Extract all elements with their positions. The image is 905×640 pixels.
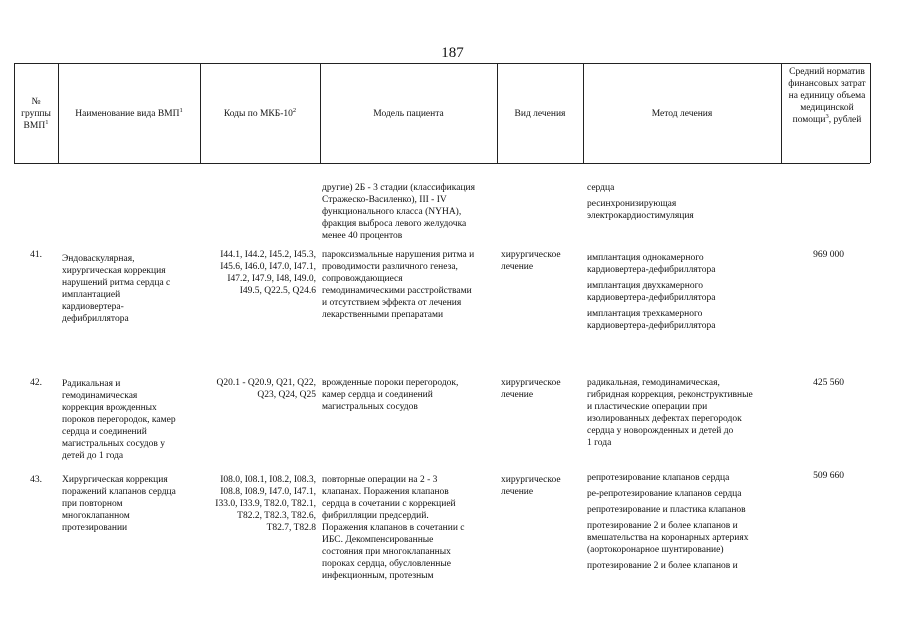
- header-codes: [202, 108, 318, 120]
- row-42-model: [322, 377, 497, 413]
- text-line: хирургическое: [501, 475, 561, 485]
- footnote-mark: 2: [292, 107, 297, 114]
- text-line: сопровождающиеся: [322, 274, 403, 284]
- text-line: поражений клапанов сердца: [62, 487, 176, 497]
- footnote-mark: 1: [45, 119, 49, 126]
- row-43-model: [322, 474, 497, 582]
- row-43-methods: [587, 472, 779, 572]
- norm-value: 509 660: [813, 471, 844, 481]
- text-line: инфекционным, протезным: [322, 571, 434, 581]
- text-line: I45.6, I46.0, I47.0, I47.1,: [220, 262, 316, 272]
- header-type-label: Вид лечения: [514, 109, 566, 119]
- header-codes-label: Коды по МКБ-10: [223, 109, 293, 119]
- row-41-name: [62, 253, 198, 325]
- row-42-codes: [200, 377, 316, 401]
- text-line: протезирование 2 и более клапанов и: [587, 521, 738, 531]
- text-line: пороков перегородок, камер: [62, 415, 176, 425]
- text-line: протезирование 2 и более клапанов и: [587, 561, 738, 571]
- norm-value: 969 000: [813, 250, 844, 260]
- text-line: Эндоваскулярная,: [62, 254, 135, 264]
- text-line: протезировании: [62, 523, 128, 533]
- text-line: вмешательства на коронарных артериях: [587, 533, 749, 543]
- row-43-number: [16, 474, 56, 486]
- text-line: репротезирование клапанов сердца: [587, 473, 730, 483]
- text-line: дефибриллятора: [62, 314, 129, 324]
- text-line: другие) 2Б - 3 стадии (классификация: [322, 183, 475, 193]
- column-divider: [14, 63, 15, 163]
- header-norm-label: Средний норматив финансовых затрат на единицу объема медицинской помощи: [788, 67, 866, 125]
- text-line: хирургическое: [501, 378, 561, 388]
- text-line: камер сердца и соединений: [322, 390, 433, 400]
- row-41-number: [16, 249, 56, 261]
- text-line: гибридная коррекция, реконструктивные: [587, 390, 753, 400]
- row-43-codes: [200, 474, 316, 534]
- text-line: ресинхронизирующая: [587, 199, 677, 209]
- text-line: Стражеско-Василенко), III - IV: [322, 195, 447, 205]
- text-line: имплантация трехкамерного: [587, 309, 703, 319]
- text-line: нарушений ритма сердца с: [62, 278, 171, 288]
- text-line: и пластические операции при: [587, 402, 708, 412]
- row-41-methods: [587, 252, 779, 332]
- header-group-label: № группы ВМП: [21, 97, 51, 131]
- header-model: [322, 108, 495, 120]
- text-line: изолированных дефектах перегородок: [587, 414, 742, 424]
- header-model-label: Модель пациента: [373, 109, 444, 119]
- page-number: 187: [441, 45, 464, 61]
- header-bottom-border: [14, 163, 870, 164]
- text-line: клапанах. Поражения клапанов: [322, 487, 449, 497]
- footnote-mark: 1: [179, 107, 183, 114]
- text-line: электрокардиостимуляция: [587, 211, 694, 221]
- text-line: повторные операции на 2 - 3: [322, 475, 438, 485]
- text-line: многоклапанном: [62, 511, 130, 521]
- row-41-type: [501, 249, 581, 273]
- text-line: (аортокоронарное шунтирование): [587, 545, 724, 555]
- row-42-type: [501, 377, 581, 401]
- text-line: хирургическая коррекция: [62, 266, 166, 276]
- text-line: кардиовертера-дефибриллятора: [587, 293, 716, 303]
- text-line: фибрилляции предсердий.: [322, 511, 429, 521]
- text-line: состояния при многоклапанных: [322, 547, 451, 557]
- header-norm: [786, 66, 868, 126]
- header-method-label: Метод лечения: [651, 109, 713, 119]
- text-line: I44.1, I44.2, I45.2, I45.3,: [220, 250, 316, 260]
- column-divider: [320, 63, 321, 163]
- text-line: магистральных сосудов: [322, 402, 418, 412]
- row-0-methods: [587, 182, 779, 222]
- text-line: 1 года: [587, 438, 612, 448]
- text-line: и отсутствием эффекта от лечения: [322, 298, 462, 308]
- text-line: проводимости различного генеза,: [322, 262, 458, 272]
- footnote-mark: 3: [825, 113, 829, 120]
- text-line: пароксизмальные нарушения ритма и: [322, 250, 475, 260]
- column-divider: [870, 63, 871, 163]
- text-line: ИБС. Декомпенсированные: [322, 535, 434, 545]
- header-method: [585, 108, 779, 120]
- text-line: Q20.1 - Q20.9, Q21, Q22,: [216, 378, 316, 388]
- header-name: [60, 108, 198, 120]
- text-line: Q23, Q24, Q25: [257, 390, 316, 400]
- text-line: лечение: [501, 262, 534, 272]
- header-norm-suffix: , рублей: [828, 115, 862, 125]
- text-line: кардиовертера-дефибриллятора: [587, 321, 716, 331]
- column-divider: [583, 63, 584, 163]
- header-type: [499, 108, 581, 120]
- text-line: репротезирование и пластика клапанов: [587, 505, 746, 515]
- column-divider: [497, 63, 498, 163]
- text-line: Хирургическая коррекция: [62, 475, 168, 485]
- text-line: I08.8, I08.9, I47.0, I47.1,: [220, 487, 316, 497]
- text-line: детей до 1 года: [62, 451, 124, 461]
- row-0-model: [322, 182, 497, 242]
- text-line: лекарственными препаратами: [322, 310, 444, 320]
- text-line: менее 40 процентов: [322, 231, 403, 241]
- text-line: пороках сердца, обусловленные: [322, 559, 451, 569]
- row-41-codes: [200, 249, 316, 297]
- row-43-norm: [784, 470, 844, 482]
- column-divider: [58, 63, 59, 163]
- row-43-name: [62, 474, 198, 534]
- group-number: 41.: [30, 250, 42, 260]
- text-line: лечение: [501, 390, 534, 400]
- text-line: Радикальная и: [62, 379, 121, 389]
- text-line: сердца у новорожденных и детей до: [587, 426, 734, 436]
- text-line: хирургическое: [501, 250, 561, 260]
- text-line: радикальная, гемодинамическая,: [587, 378, 720, 388]
- text-line: при повторном: [62, 499, 123, 509]
- row-43-type: [501, 474, 581, 498]
- text-line: I33.0, I33.9, T82.0, T82.1,: [215, 499, 316, 509]
- text-line: коррекция врожденных: [62, 403, 157, 413]
- text-line: фракция выброса левого желудочка: [322, 219, 467, 229]
- text-line: гемодинамическими расстройствами: [322, 286, 472, 296]
- text-line: функционального класса (NYHA),: [322, 207, 462, 217]
- text-line: T82.2, T82.3, T82.6,: [237, 511, 316, 521]
- row-42-number: [16, 377, 56, 389]
- text-line: сердца: [587, 183, 615, 193]
- text-line: I49.5, Q22.5, Q24.6: [239, 286, 316, 296]
- text-line: сердца в сочетании с коррекцией: [322, 499, 456, 509]
- text-line: кардиовертера-дефибриллятора: [587, 265, 716, 275]
- text-line: Поражения клапанов в сочетании с: [322, 523, 465, 533]
- text-line: имплантация однокамерного: [587, 253, 704, 263]
- column-divider: [781, 63, 782, 163]
- header-top-border: [14, 63, 870, 64]
- text-line: ре-репротезирование клапанов сердца: [587, 489, 742, 499]
- row-42-methods: [587, 377, 779, 449]
- text-line: имплантация двухкамерного: [587, 281, 704, 291]
- text-line: магистральных сосудов у: [62, 439, 165, 449]
- text-line: I08.0, I08.1, I08.2, I08.3,: [220, 475, 316, 485]
- text-line: лечение: [501, 487, 534, 497]
- text-line: гемодинамическая: [62, 391, 138, 401]
- row-42-norm: [784, 377, 844, 389]
- group-number: 43.: [30, 475, 42, 485]
- text-line: T82.7, T82.8: [266, 523, 316, 533]
- group-number: 42.: [30, 378, 42, 388]
- norm-value: 425 560: [813, 378, 844, 388]
- text-line: сердца и соединений: [62, 427, 147, 437]
- header-name-label: Наименование вида ВМП: [75, 109, 180, 119]
- text-line: I47.2, I47.9, I48, I49.0,: [227, 274, 316, 284]
- text-line: врожденные пороки перегородок,: [322, 378, 459, 388]
- text-line: имплантацией: [62, 290, 121, 300]
- row-41-norm: [784, 249, 844, 261]
- text-line: кардиовертера-: [62, 302, 124, 312]
- row-41-model: [322, 249, 497, 321]
- column-divider: [200, 63, 201, 163]
- row-42-name: [62, 378, 198, 462]
- header-group: [16, 96, 56, 132]
